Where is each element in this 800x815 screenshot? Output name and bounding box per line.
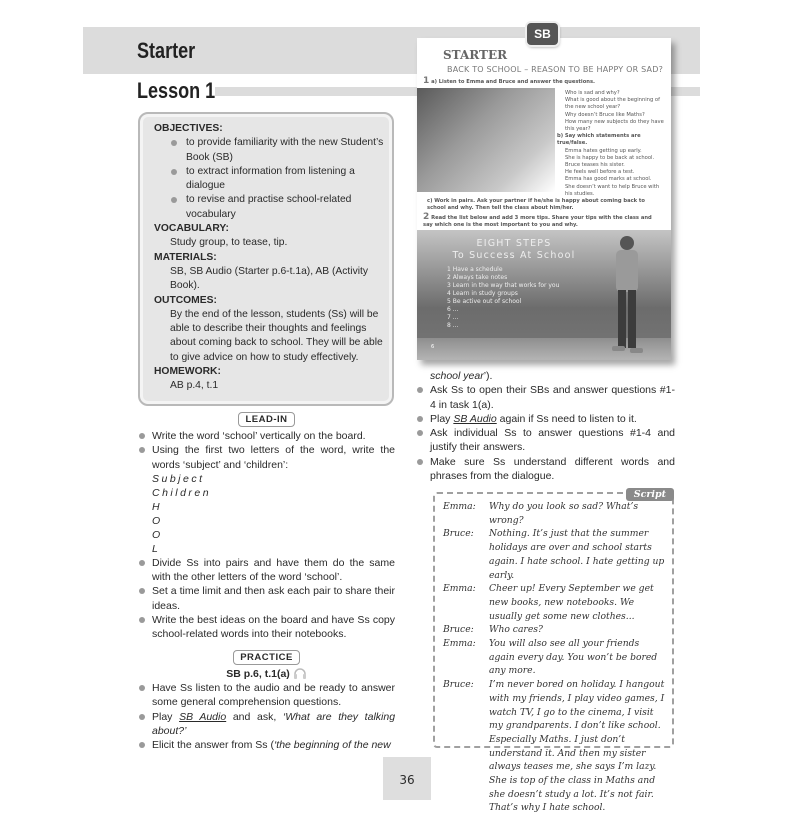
tip: Learn in the way that works for you [452,282,560,289]
homework-text: AB p.4, t.1 [170,380,219,392]
practice-item: Make sure Ss understand different words and phrases from the dialogue. [430,455,675,483]
text: and ask, [226,710,283,723]
right-column [416,369,675,483]
lead-in-item: Write the best ideas on the board and have Ss copy school-related words into their notebooks. [152,614,395,641]
practice-item [152,710,395,739]
practice-item [430,412,675,426]
sb-title: STARTER [443,48,508,62]
sb-tab: SB [527,23,558,45]
dialogue-line [443,623,666,637]
acrostic-line: O [152,514,163,527]
acrostic-line: O [152,528,163,541]
utterance: I’m never bored on holiday. I hangout with my friends, I play video games, I watch TV, I go to the cinema, I visit my grandparents. I don’t like school. Especially Maths. I just don’t understand it. And then my sister always teases me, she says I’m lazy. She is top of the class in Maths and she doesn’t study a lot. It’s not fair. That’s why I hate school. [489,679,665,814]
sb-task1b: b) Say which statements are true/false. [557,133,641,147]
sb-statement: Bruce teases his sister. [565,162,625,169]
sb-audio-link[interactable]: SB Audio [179,710,227,723]
dialogue-line [443,678,666,815]
lead-in-item: Write the word ‘school’ vertically on the board. [152,429,395,443]
acrostic-line: H [152,500,163,513]
task-num: 2 [423,212,430,222]
unit-title: Starter [137,38,196,63]
homework-label: HOMEWORK: [154,366,221,378]
sb-task1c: c) Work in pairs. Ask your partner if he/she is happy about coming back to school and why. Then tell the class about him/her. [427,198,645,212]
objective-item: to provide familiarity with the new Student’s Book (SB) [186,136,386,165]
task-num: 1 [423,76,430,86]
task-reference [138,667,395,681]
left-column [138,412,395,752]
practice-item [152,738,395,752]
utterance: Nothing. It’s just that the summer holidays are over and school starts again. I hate school. I hate getting up early. [489,528,665,581]
acrostic-line: Subject [152,472,205,485]
practice-item: Ask Ss to open their SBs and answer questions #1-4 in task 1(a). [430,384,675,411]
dialogue-line [443,582,666,623]
board-title-line: To Success At School [452,250,576,261]
acrostic-line: L [152,542,161,555]
text: ’). [483,370,493,382]
dialogue-line [443,527,666,582]
page-number: 36 [383,757,431,800]
acrostic [152,472,395,556]
utterance: Who cares? [489,624,543,636]
objective-item: to extract information from listening a dialogue [186,165,386,194]
sb-question: Why doesn’t Bruce like Maths? [565,111,645,118]
dialogue [443,500,666,815]
sb-questions [557,90,667,198]
headphones-icon [293,668,307,679]
speaker: Bruce: [443,624,474,636]
materials-label: MATERIALS: [154,251,217,263]
objectives-box [138,112,394,406]
sb-statement: He feels well before a test. [565,169,635,176]
tip: Always take notes [452,274,508,281]
outcomes-text: By the end of the lesson, students (Ss) will be able to describe their thoughts and feelings about coming back to school. They will be able to give advice on how to study effectively. [170,308,383,363]
objective-item: to revise and practise school-related vocabulary [186,193,386,222]
outcomes-label: OUTCOMES: [154,294,217,306]
vocabulary-label: VOCABULARY: [154,223,229,235]
dialogue-line [443,637,666,678]
practice-item: Ask individual Ss to answer questions #1-4 and justify their answers. [430,427,675,454]
quote: school year [430,370,484,382]
speaker: Bruce: [443,528,474,540]
speaker: Emma: [443,638,476,650]
lead-in-item: Set a time limit and then ask each pair to share their ideas. [152,585,395,612]
text: again if Ss need to listen to it. [496,412,637,425]
tip: ... [452,322,459,329]
dialogue-line [443,500,666,527]
lead-in-tag: LEAD-IN [238,412,294,427]
sb-statement: Emma hates getting up early. [565,147,642,154]
sb-task2 [423,214,663,229]
script-tab: Script [626,488,674,501]
tip: ... [452,314,459,321]
task-text: Read the list below and add 3 more tips. Share your tips with the class and say which one is the most important to you and why. [423,215,652,229]
text: Play [430,412,454,425]
students-photo [417,88,555,192]
practice-tag: PRACTICE [233,650,300,665]
speaker: Emma: [443,583,476,595]
vocabulary-text: Study group, to tease, tip. [170,237,288,249]
text: Elicit the answer from Ss ( [152,739,274,752]
sb-question: What is good about the beginning of the new school year? [565,97,660,111]
sb-question: How many new subjects do they have this year? [565,118,664,133]
practice-item: Have Ss listen to the audio and be ready to answer some general comprehension questions. [152,681,395,709]
lead-in-item [152,443,395,556]
acrostic-line: Children [152,486,212,499]
sb-audio-link[interactable]: SB Audio [453,412,497,425]
chalkboard-title [439,238,589,262]
utterance: You will also see all your friends again every day. You won’t be bored any more. [489,638,658,677]
sb-question: Who is sad and why? [565,90,620,96]
sb-page-number: 6 [431,344,435,350]
speaker: Bruce: [443,679,474,691]
utterance: Cheer up! Every September we get new books, new notebooks. We usually get some new clothes... [489,583,654,622]
sb-statement: She is happy to be back at school. [565,154,655,161]
utterance: Why do you look so sad? What’s wrong? [489,501,639,526]
boy-figure [607,234,647,356]
sb-statement: Emma has good marks at school. [565,176,652,183]
quote: ‘the beginning of the new [273,739,391,752]
lesson-title: Lesson 1 [137,78,216,103]
tip: Have a schedule [452,266,503,273]
sb-subtitle: BACK TO SCHOOL – REASON TO BE HAPPY OR SAD? [447,65,664,74]
sb-statement: She doesn’t want to help Bruce with his studies. [565,183,660,197]
task-text: a) Listen to Emma and Bruce and answer the questions. [431,79,596,85]
tip: ... [452,306,459,313]
board-title-line: EIGHT STEPS [476,238,552,249]
tips-list: 1 Have a schedule 2 Always take notes 3 Learn in the way that works for you 4 Learn in study groups 5 Be active out of school 6 ... 7 ... 8 ... [447,266,560,329]
materials-text: SB, SB Audio (Starter p.6-t.1a), AB (Activity Book). [170,265,369,292]
script-box [433,489,674,814]
lead-in-item-text: Using the first two letters of the word, write the words ‘subject’ and ‘children’: [152,444,395,471]
text: Play [152,710,180,723]
student-book-page [417,38,671,360]
objectives-label: OBJECTIVES: [154,123,223,134]
tip: Be active out of school [452,298,522,305]
quote: ‘What are they talking about?’ [152,710,396,737]
lead-in-item: Divide Ss into pairs and have them do the same with the other letters of the word ‘school’. [152,556,395,584]
speaker: Emma: [443,501,476,512]
tip: Learn in study groups [452,290,518,297]
objectives-list [154,136,386,222]
task-ref-text: SB p.6, t.1(a) [226,667,290,680]
sb-task1a [423,78,663,86]
